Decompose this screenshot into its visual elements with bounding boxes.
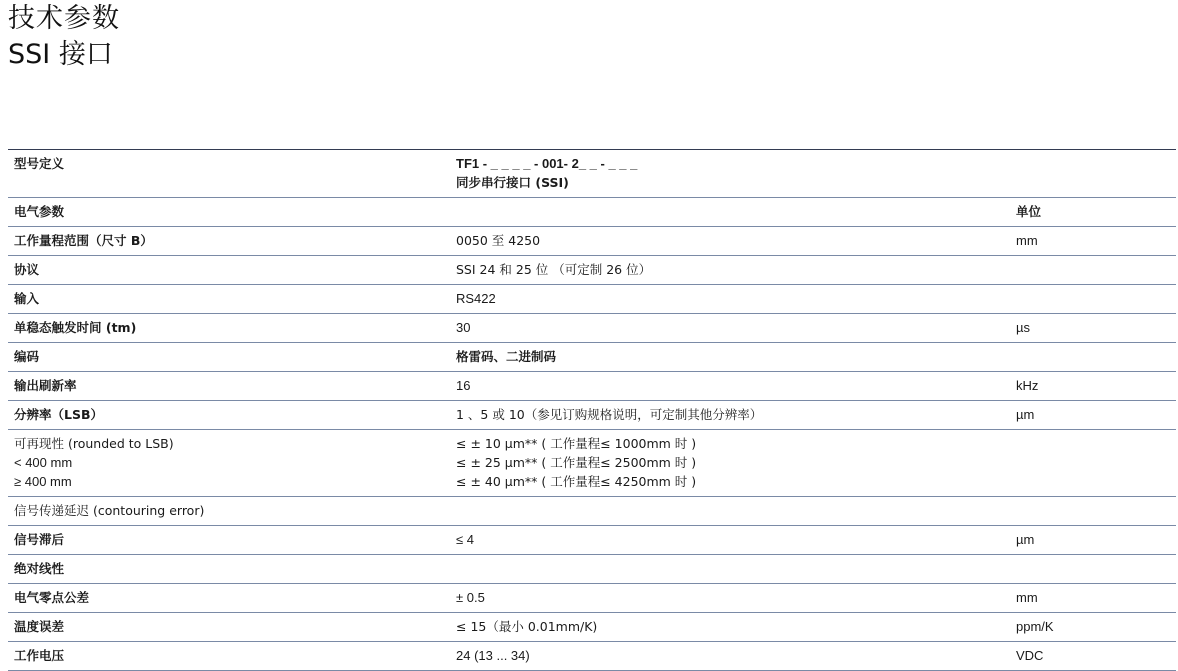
param-value bbox=[450, 497, 1010, 526]
param-unit: mm bbox=[1010, 584, 1176, 613]
param-value: 16 bbox=[450, 372, 1010, 401]
model-row bbox=[8, 150, 1176, 198]
param-unit: kHz bbox=[1010, 372, 1176, 401]
table-row bbox=[8, 526, 1176, 555]
param-label: 信号传递延迟 (contouring error) bbox=[8, 497, 450, 526]
model-code: TF1 - _ _ _ _ - 001- 2_ _ - _ _ _ bbox=[456, 156, 638, 171]
repeatability-value-3: ≤ ± 40 µm** ( 工作量程≤ 4250mm 时 ) bbox=[456, 474, 697, 489]
repeatability-row bbox=[8, 430, 1176, 497]
table-row bbox=[8, 613, 1176, 642]
param-label: 电气零点公差 bbox=[8, 584, 450, 613]
electrical-header-value bbox=[450, 198, 1010, 227]
model-unit-cell bbox=[1010, 150, 1176, 198]
param-value: 1 、5 或 10（参见订购规格说明，可定制其他分辨率） bbox=[450, 401, 1010, 430]
repeatability-param-cell bbox=[8, 430, 450, 497]
table-row bbox=[8, 343, 1176, 372]
model-label: 型号定义 bbox=[8, 150, 450, 198]
param-unit bbox=[1010, 256, 1176, 285]
param-label: 绝对线性 bbox=[8, 555, 450, 584]
param-label: 分辨率（LSB） bbox=[8, 401, 450, 430]
electrical-header-row bbox=[8, 198, 1176, 227]
param-unit bbox=[1010, 343, 1176, 372]
page-title: 技术参数 bbox=[8, 3, 120, 34]
page-subtitle: SSI 接口 bbox=[8, 39, 113, 70]
table-row bbox=[8, 642, 1176, 671]
param-unit bbox=[1010, 285, 1176, 314]
param-unit: µm bbox=[1010, 401, 1176, 430]
param-label: 编码 bbox=[8, 343, 450, 372]
repeatability-value-1: ≤ ± 10 µm** ( 工作量程≤ 1000mm 时 ) bbox=[456, 436, 697, 451]
table-row bbox=[8, 227, 1176, 256]
param-value bbox=[450, 555, 1010, 584]
param-unit bbox=[1010, 555, 1176, 584]
repeatability-range-over-400: ≥ 400 mm bbox=[14, 474, 72, 489]
param-label: 协议 bbox=[8, 256, 450, 285]
table-row bbox=[8, 584, 1176, 613]
param-unit: VDC bbox=[1010, 642, 1176, 671]
table-row bbox=[8, 314, 1176, 343]
table-row bbox=[8, 256, 1176, 285]
param-label: 工作电压 bbox=[8, 642, 450, 671]
unit-header: 单位 bbox=[1010, 198, 1176, 227]
table-row bbox=[8, 285, 1176, 314]
param-unit: mm bbox=[1010, 227, 1176, 256]
param-value: 0050 至 4250 bbox=[450, 227, 1010, 256]
param-label: 温度误差 bbox=[8, 613, 450, 642]
param-label: 单稳态触发时间 (tm) bbox=[8, 314, 450, 343]
table-row bbox=[8, 497, 1176, 526]
title-block bbox=[8, 2, 120, 72]
electrical-header-label: 电气参数 bbox=[8, 198, 450, 227]
table-row bbox=[8, 401, 1176, 430]
repeatability-value-cell bbox=[450, 430, 1010, 497]
table-row bbox=[8, 555, 1176, 584]
param-unit: µs bbox=[1010, 314, 1176, 343]
param-unit bbox=[1010, 497, 1176, 526]
repeatability-value-2: ≤ ± 25 µm** ( 工作量程≤ 2500mm 时 ) bbox=[456, 455, 697, 470]
param-label: 工作量程范围（尺寸 B） bbox=[8, 227, 450, 256]
repeatability-label: 可再现性 (rounded to LSB) bbox=[14, 436, 174, 451]
spec-table bbox=[8, 149, 1176, 671]
param-value: SSI 24 和 25 位 （可定制 26 位） bbox=[450, 256, 1010, 285]
model-description: 同步串行接口 (SSI) bbox=[456, 175, 569, 190]
param-label: 信号滞后 bbox=[8, 526, 450, 555]
repeatability-range-under-400: < 400 mm bbox=[14, 455, 73, 470]
table-row bbox=[8, 372, 1176, 401]
param-value: 24 (13 ... 34) bbox=[450, 642, 1010, 671]
param-unit: µm bbox=[1010, 526, 1176, 555]
param-value: 格雷码、二进制码 bbox=[450, 343, 1010, 372]
param-value: ± 0.5 bbox=[450, 584, 1010, 613]
param-value: ≤ 4 bbox=[450, 526, 1010, 555]
param-label: 输出刷新率 bbox=[8, 372, 450, 401]
param-value: RS422 bbox=[450, 285, 1010, 314]
param-unit: ppm/K bbox=[1010, 613, 1176, 642]
param-label: 输入 bbox=[8, 285, 450, 314]
model-value-cell bbox=[450, 150, 1010, 198]
param-value: 30 bbox=[450, 314, 1010, 343]
repeatability-unit-cell bbox=[1010, 430, 1176, 497]
param-value: ≤ 15（最小 0.01mm/K) bbox=[450, 613, 1010, 642]
